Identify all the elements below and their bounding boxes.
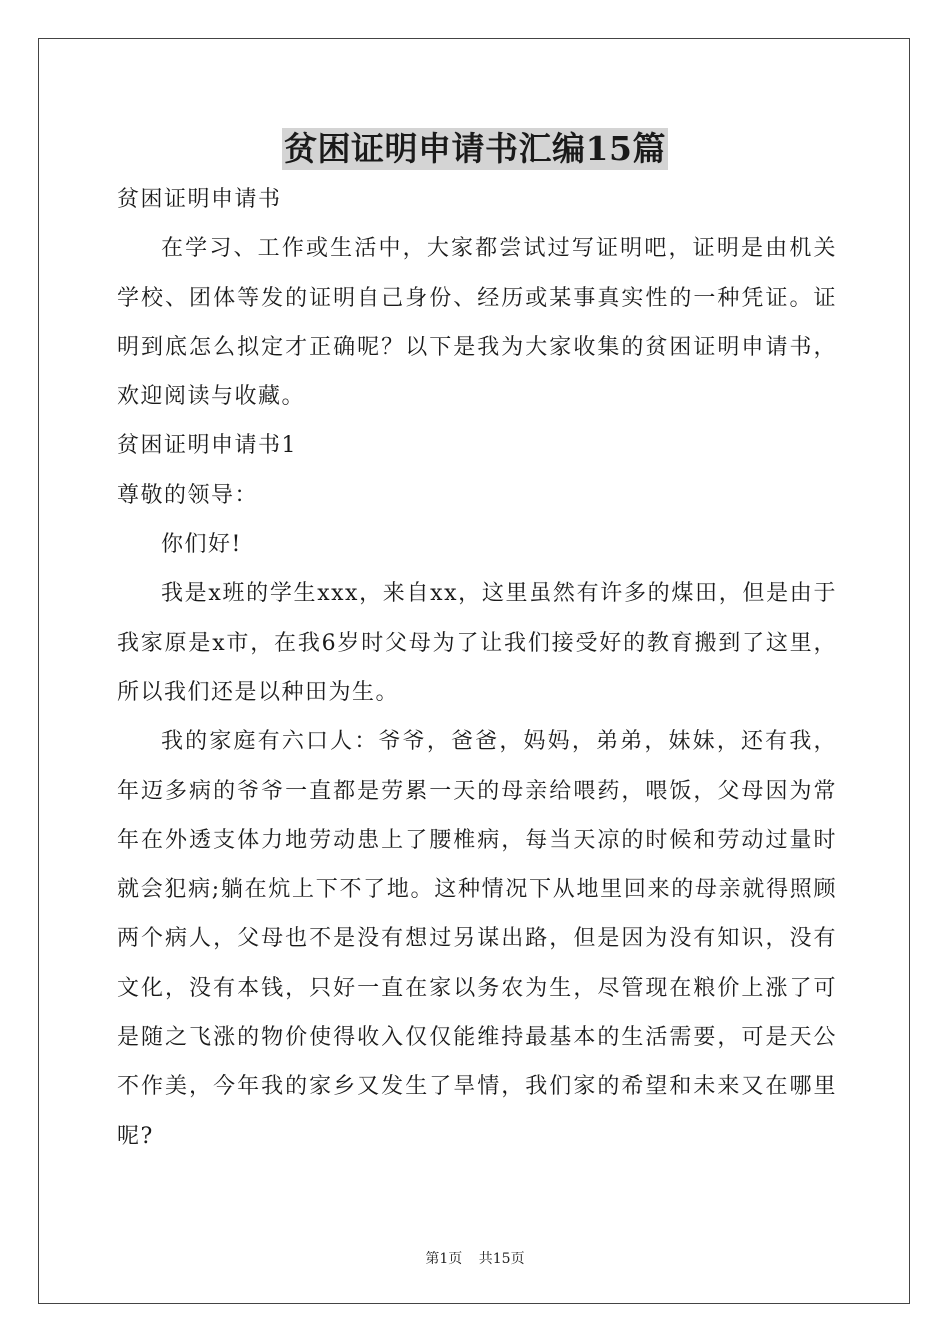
paragraph: 贫困证明申请书 bbox=[117, 187, 282, 212]
paragraph: 我的家庭有六口人：爷爷，爸爸，妈妈，弟弟，妹妹，还有我，年迈多病的爷爷一直都是劳累一天的母亲给喂药，喂饭，父母因为常年在外透支体力地劳动患上了腰椎病，每当天凉的时候和劳动过量时就会犯病;躺在炕上下不了地。这种情况下从地里回来的母亲就得照顾两个病人，父母也不是没有想过另谋出路，但是因为没有知识，没有文化，没有本钱，只好一直在家以务农为生，尽管现在粮价上涨了可是随之飞涨的物价使得收入仅仅能维持最基本的生活需要，可是天公不作美，今年我的家乡又发生了旱情，我们家的希望和未来又在哪里呢? bbox=[117, 729, 837, 1149]
paragraph: 尊敬的领导： bbox=[117, 482, 259, 508]
total-pages: 共15页 bbox=[478, 1251, 525, 1267]
title-container bbox=[0, 128, 950, 170]
document-title: 贫困证明申请书汇编15篇 bbox=[284, 129, 666, 168]
paragraph: 你们好! bbox=[161, 532, 242, 558]
page-number: 第1页 bbox=[425, 1251, 463, 1267]
paragraph: 贫困证明申请书1 bbox=[117, 433, 297, 459]
paragraph: 我是x班的学生xxx，来自xx，这里虽然有许多的煤田，但是由于我家原是x市，在我6岁时父母为了让我们接受好的教育搬到了这里，所以我们还是以种田为生。 bbox=[117, 581, 837, 705]
page-footer bbox=[0, 1248, 950, 1268]
document-body bbox=[117, 175, 837, 1161]
paragraph: 在学习、工作或生活中，大家都尝试过写证明吧，证明是由机关学校、团体等发的证明自己身份、经历或某事真实性的一种凭证。证明到底怎么拟定才正确呢？以下是我为大家收集的贫困证明申请书，欢迎阅读与收藏。 bbox=[117, 236, 837, 410]
